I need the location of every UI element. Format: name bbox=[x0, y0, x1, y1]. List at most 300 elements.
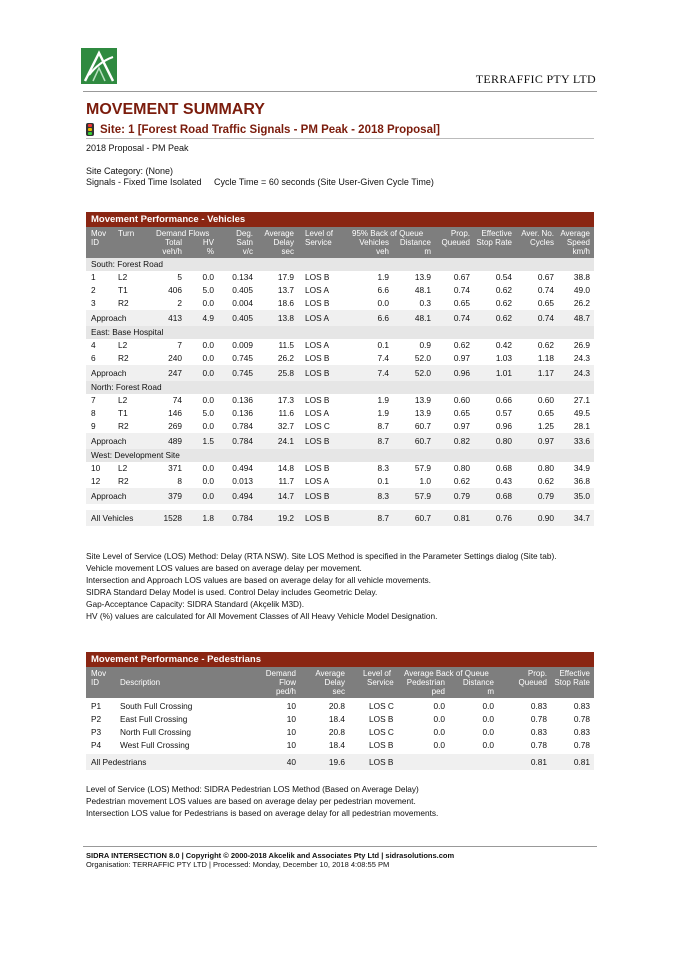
cell-prop-queued: 0.82 bbox=[453, 436, 470, 446]
cell-description: South Full Crossing bbox=[120, 701, 193, 711]
cell-cycles: 0.74 bbox=[537, 285, 554, 295]
col-prop: Prop. bbox=[450, 229, 470, 238]
table-row bbox=[86, 475, 594, 488]
cell-stop-rate: 0.78 bbox=[573, 740, 590, 750]
cell-los: LOS B bbox=[305, 298, 330, 308]
cell-queue-veh: 8.3 bbox=[377, 463, 389, 473]
cell-mov-id: 4 bbox=[91, 340, 96, 350]
cell-hv: 0.0 bbox=[202, 353, 214, 363]
cell-delay: 14.7 bbox=[277, 491, 294, 501]
cell-hv: 0.0 bbox=[202, 368, 214, 378]
table-row bbox=[86, 297, 594, 310]
cell-turn: R2 bbox=[118, 353, 129, 363]
col-turn: Turn bbox=[118, 229, 135, 238]
col-los2: Service bbox=[305, 238, 332, 247]
cell-mov-id: 1 bbox=[91, 272, 96, 282]
cell-los: LOS A bbox=[305, 285, 329, 295]
cell-queue-dist: 48.1 bbox=[414, 285, 431, 295]
cell-speed: 27.1 bbox=[573, 395, 590, 405]
cell-queue-veh: 7.4 bbox=[377, 368, 389, 378]
cell-total: 489 bbox=[168, 436, 182, 446]
cell-mov-id: 9 bbox=[91, 421, 96, 431]
col-total: Total bbox=[165, 238, 182, 247]
cell-los: LOS C bbox=[369, 727, 394, 737]
cell-queue-dist: 0.0 bbox=[482, 727, 494, 737]
table-row bbox=[86, 339, 594, 352]
cell-speed: 28.1 bbox=[573, 421, 590, 431]
cell-queue-veh: 0.1 bbox=[377, 340, 389, 350]
note-line: Intersection and Approach LOS values are based on average delay for all vehicle movements. bbox=[86, 575, 431, 585]
cell-speed: 35.0 bbox=[573, 491, 590, 501]
cell-prop-queued: 0.81 bbox=[453, 513, 470, 523]
cell-los: LOS B bbox=[305, 463, 330, 473]
cell-mov-id: 10 bbox=[91, 463, 101, 473]
cell-stop-rate: 0.54 bbox=[495, 272, 512, 282]
table-row bbox=[86, 394, 594, 407]
cell-deg-satn: 0.405 bbox=[232, 285, 253, 295]
cell-stop-rate: 1.01 bbox=[495, 368, 512, 378]
cell-speed: 26.2 bbox=[573, 298, 590, 308]
table-row bbox=[86, 271, 594, 284]
company-logo-icon bbox=[81, 48, 117, 84]
col-id: ID bbox=[91, 238, 99, 247]
cell-total: 2 bbox=[177, 298, 182, 308]
scenario-label: 2018 Proposal - PM Peak bbox=[86, 143, 189, 153]
cell-prop-queued: 0.74 bbox=[453, 285, 470, 295]
cell-queue-veh: 1.9 bbox=[377, 395, 389, 405]
cell-total: 413 bbox=[168, 313, 182, 323]
cell-total: 7 bbox=[177, 340, 182, 350]
col-hv-unit: % bbox=[206, 247, 214, 256]
cell-los: LOS B bbox=[369, 714, 394, 724]
approach-row bbox=[86, 488, 594, 504]
cell-delay: 18.6 bbox=[277, 298, 294, 308]
header-divider bbox=[83, 91, 597, 92]
col-cycles: Aver. No. bbox=[521, 229, 554, 238]
cell-queue-dist: 0.0 bbox=[482, 740, 494, 750]
col-demand: Demand Flows bbox=[156, 229, 210, 238]
cell-deg-satn: 0.134 bbox=[232, 272, 253, 282]
col-hv: HV bbox=[202, 238, 214, 247]
cell-queue-dist: 57.9 bbox=[414, 491, 431, 501]
footer-copyright: SIDRA INTERSECTION 8.0 | Copyright © 2000-2018 Akcelik and Associates Pty Ltd | sidrasolutions.com bbox=[86, 851, 455, 860]
cell-cycles: 0.80 bbox=[537, 463, 554, 473]
cell-demand: 10 bbox=[286, 727, 296, 737]
cell-los: LOS B bbox=[305, 368, 330, 378]
cell-prop-queued: 0.74 bbox=[453, 313, 470, 323]
col-satn: Satn bbox=[236, 238, 253, 247]
ped-col-eff2: Stop Rate bbox=[554, 678, 590, 687]
cell-demand: 40 bbox=[286, 757, 296, 767]
cell-queue-dist: 60.7 bbox=[414, 513, 431, 523]
cell-stop-rate: 0.57 bbox=[495, 408, 512, 418]
approach-group-header bbox=[86, 449, 594, 462]
cell-total: 240 bbox=[168, 353, 182, 363]
cell-stop-rate: 0.78 bbox=[573, 714, 590, 724]
table-row bbox=[86, 739, 594, 752]
cell-turn: R2 bbox=[118, 421, 129, 431]
cell-description: West Full Crossing bbox=[120, 740, 190, 750]
cell-stop-rate: 0.62 bbox=[495, 313, 512, 323]
table-row bbox=[86, 726, 594, 739]
cell-cycles: 0.65 bbox=[537, 408, 554, 418]
cell-prop-queued: 0.65 bbox=[453, 408, 470, 418]
note-line: Gap-Acceptance Capacity: SIDRA Standard (Akçelik M3D). bbox=[86, 599, 305, 609]
cell-demand: 10 bbox=[286, 714, 296, 724]
cell-queue-dist: 13.9 bbox=[414, 272, 431, 282]
cell-total: 371 bbox=[168, 463, 182, 473]
cell-hv: 5.0 bbox=[202, 408, 214, 418]
ped-col-delay: Average bbox=[315, 669, 345, 678]
cell-stop-rate: 0.96 bbox=[495, 421, 512, 431]
cell-stop-rate: 1.03 bbox=[495, 353, 512, 363]
all-pedestrians-row bbox=[86, 754, 594, 770]
cell-speed: 33.6 bbox=[573, 436, 590, 446]
ped-col-los2: Service bbox=[367, 678, 394, 687]
approach-group-header bbox=[86, 326, 594, 339]
approach-label: Approach bbox=[91, 436, 127, 446]
cell-total: 379 bbox=[168, 491, 182, 501]
cell-prop-queued: 0.81 bbox=[530, 757, 547, 767]
ped-col-dist-unit: m bbox=[487, 687, 494, 696]
cell-description: North Full Crossing bbox=[120, 727, 192, 737]
cell-cycles: 1.25 bbox=[537, 421, 554, 431]
cell-prop-queued: 0.78 bbox=[530, 740, 547, 750]
pedestrians-table-header bbox=[86, 667, 594, 698]
cell-prop-queued: 0.62 bbox=[453, 476, 470, 486]
cell-stop-rate: 0.62 bbox=[495, 298, 512, 308]
cell-cycles: 1.17 bbox=[537, 368, 554, 378]
col-queue: 95% Back of Queue bbox=[352, 229, 424, 238]
cell-los: LOS B bbox=[369, 757, 394, 767]
ped-col-prop2: Queued bbox=[518, 678, 547, 687]
cell-hv: 5.0 bbox=[202, 285, 214, 295]
cell-deg-satn: 0.494 bbox=[232, 491, 253, 501]
cell-delay: 11.7 bbox=[278, 476, 294, 486]
cell-delay: 18.4 bbox=[328, 740, 345, 750]
cell-delay: 18.4 bbox=[328, 714, 345, 724]
cell-total: 74 bbox=[172, 395, 182, 405]
cell-prop-queued: 0.97 bbox=[453, 421, 470, 431]
ped-col-flow: Flow bbox=[279, 678, 296, 687]
cell-hv: 0.0 bbox=[202, 340, 214, 350]
cell-queue-dist: 52.0 bbox=[414, 368, 431, 378]
cell-queue-ped: 0.0 bbox=[433, 701, 445, 711]
cell-delay: 20.8 bbox=[328, 727, 345, 737]
cell-queue-dist: 0.0 bbox=[482, 701, 494, 711]
cell-mov-id: P2 bbox=[91, 714, 102, 724]
approach-group-header bbox=[86, 258, 594, 271]
cell-demand: 10 bbox=[286, 740, 296, 750]
cell-total: 406 bbox=[168, 285, 182, 295]
cell-mov-id: 7 bbox=[91, 395, 96, 405]
cell-stop-rate: 0.83 bbox=[573, 701, 590, 711]
footer-organisation: Organisation: TERRAFFIC PTY LTD | Processed: Monday, December 10, 2018 4:08:55 PM bbox=[86, 860, 390, 869]
signals-info: Signals - Fixed Time Isolated Cycle Time = 60 seconds (Site User-Given Cycle Time) bbox=[86, 177, 434, 187]
col-prop2: Queued bbox=[441, 238, 470, 247]
cell-hv: 1.5 bbox=[202, 436, 214, 446]
cell-stop-rate: 0.62 bbox=[495, 285, 512, 295]
cell-turn: L2 bbox=[118, 395, 128, 405]
cell-mov-id: 12 bbox=[91, 476, 101, 486]
cell-los: LOS A bbox=[305, 408, 329, 418]
cell-delay: 14.8 bbox=[277, 463, 294, 473]
cell-turn: L2 bbox=[118, 340, 128, 350]
ped-col-delay-unit: sec bbox=[332, 687, 345, 696]
cell-delay: 20.8 bbox=[328, 701, 345, 711]
cell-total: 269 bbox=[168, 421, 182, 431]
cell-hv: 0.0 bbox=[202, 395, 214, 405]
cell-delay: 32.7 bbox=[277, 421, 294, 431]
approach-label: Approach bbox=[91, 313, 127, 323]
cell-deg-satn: 0.745 bbox=[232, 368, 253, 378]
col-total-unit: veh/h bbox=[162, 247, 182, 256]
cell-total: 247 bbox=[168, 368, 182, 378]
col-vehicles: Vehicles bbox=[359, 238, 389, 247]
cell-hv: 0.0 bbox=[202, 491, 214, 501]
cell-queue-dist: 0.0 bbox=[482, 714, 494, 724]
table-row bbox=[86, 700, 594, 713]
cell-los: LOS C bbox=[305, 421, 330, 431]
cell-queue-veh: 1.9 bbox=[377, 408, 389, 418]
note-line: Pedestrian movement LOS values are based on average delay per pedestrian movement. bbox=[86, 796, 416, 806]
cell-speed: 34.7 bbox=[573, 513, 590, 523]
cell-mov-id: P4 bbox=[91, 740, 102, 750]
note-line: Intersection LOS value for Pedestrians is based on average delay for all pedestrian movements. bbox=[86, 808, 439, 818]
page-title: MOVEMENT SUMMARY bbox=[86, 101, 265, 118]
cell-prop-queued: 0.60 bbox=[453, 395, 470, 405]
cell-delay: 19.6 bbox=[328, 757, 345, 767]
cell-stop-rate: 0.42 bbox=[495, 340, 512, 350]
cell-queue-dist: 60.7 bbox=[414, 436, 431, 446]
pedestrian-notes bbox=[86, 783, 438, 819]
approach-group-header bbox=[86, 381, 594, 394]
cell-mov-id: P1 bbox=[91, 701, 102, 711]
cell-queue-dist: 52.0 bbox=[414, 353, 431, 363]
cell-los: LOS B bbox=[305, 513, 330, 523]
cell-queue-dist: 1.0 bbox=[419, 476, 431, 486]
cell-prop-queued: 0.79 bbox=[453, 491, 470, 501]
cell-queue-veh: 6.6 bbox=[377, 285, 389, 295]
approach-row bbox=[86, 310, 594, 326]
cell-speed: 24.3 bbox=[573, 353, 590, 363]
cell-los: LOS B bbox=[369, 740, 394, 750]
ped-col-delay2: Delay bbox=[324, 678, 345, 687]
cell-delay: 24.1 bbox=[277, 436, 294, 446]
table-row bbox=[86, 284, 594, 297]
cell-queue-ped: 0.0 bbox=[433, 714, 445, 724]
col-vehicles-unit: veh bbox=[376, 247, 389, 256]
cell-prop-queued: 0.65 bbox=[453, 298, 470, 308]
cell-los: LOS B bbox=[305, 395, 330, 405]
table-row bbox=[86, 713, 594, 726]
cell-los: LOS B bbox=[305, 353, 330, 363]
ped-col-prop: Prop. bbox=[527, 669, 547, 678]
site-title: Site: 1 [Forest Road Traffic Signals - PM Peak - 2018 Proposal] bbox=[100, 123, 440, 136]
cell-queue-dist: 0.9 bbox=[419, 340, 431, 350]
cell-deg-satn: 0.745 bbox=[232, 353, 253, 363]
cell-hv: 1.8 bbox=[202, 513, 214, 523]
cell-mov-id: 8 bbox=[91, 408, 96, 418]
cell-hv: 0.0 bbox=[202, 272, 214, 282]
cell-delay: 11.5 bbox=[278, 340, 294, 350]
cell-turn: R2 bbox=[118, 476, 129, 486]
cell-cycles: 0.79 bbox=[537, 491, 554, 501]
cell-mov-id: 3 bbox=[91, 298, 96, 308]
col-speed2: Speed bbox=[566, 238, 590, 247]
cell-cycles: 0.62 bbox=[537, 476, 554, 486]
site-category: Site Category: (None) bbox=[86, 166, 174, 176]
cell-queue-dist: 48.1 bbox=[414, 313, 431, 323]
cell-los: LOS A bbox=[305, 340, 329, 350]
cell-stop-rate: 0.81 bbox=[573, 757, 590, 767]
cell-los: LOS A bbox=[305, 476, 329, 486]
ped-col-dist: Distance bbox=[462, 678, 494, 687]
cell-description: East Full Crossing bbox=[120, 714, 188, 724]
cell-cycles: 0.67 bbox=[537, 272, 554, 282]
ped-col-queue: Average Back of Queue bbox=[404, 669, 489, 678]
cell-deg-satn: 0.405 bbox=[232, 313, 253, 323]
cell-mov-id: P3 bbox=[91, 727, 102, 737]
note-line: SIDRA Standard Delay Model is used. Control Delay includes Geometric Delay. bbox=[86, 587, 378, 597]
cell-deg-satn: 0.013 bbox=[232, 476, 253, 486]
company-name: TERRAFFIC PTY LTD bbox=[475, 72, 596, 86]
cell-turn: L2 bbox=[118, 463, 128, 473]
cell-los: LOS B bbox=[305, 272, 330, 282]
col-mov: Mov bbox=[91, 229, 107, 238]
cell-delay: 13.7 bbox=[277, 285, 294, 295]
cell-queue-veh: 8.7 bbox=[377, 436, 389, 446]
table-row bbox=[86, 420, 594, 433]
cell-queue-dist: 57.9 bbox=[414, 463, 431, 473]
cell-deg-satn: 0.009 bbox=[232, 340, 253, 350]
ped-col-id: ID bbox=[91, 678, 99, 687]
cell-turn: T1 bbox=[118, 285, 128, 295]
cell-prop-queued: 0.97 bbox=[453, 353, 470, 363]
vehicle-notes bbox=[86, 550, 557, 622]
note-line: Level of Service (LOS) Method: SIDRA Pedestrian LOS Method (Based on Average Delay) bbox=[86, 784, 419, 794]
cell-speed: 38.8 bbox=[573, 272, 590, 282]
cell-delay: 17.3 bbox=[277, 395, 294, 405]
ped-col-ped-unit: ped bbox=[431, 687, 445, 696]
pedestrians-table-body bbox=[86, 698, 594, 770]
cell-queue-dist: 13.9 bbox=[414, 395, 431, 405]
col-deg: Deg. bbox=[236, 229, 253, 238]
all-pedestrians-label: All Pedestrians bbox=[91, 757, 147, 767]
note-line: Vehicle movement LOS values are based on average delay per movement. bbox=[86, 563, 362, 573]
all-vehicles-label: All Vehicles bbox=[91, 513, 134, 523]
cell-turn: L2 bbox=[118, 272, 128, 282]
cell-demand: 10 bbox=[286, 701, 296, 711]
cell-speed: 24.3 bbox=[573, 368, 590, 378]
ped-col-ped: Pedestrian bbox=[406, 678, 445, 687]
cell-deg-satn: 0.494 bbox=[232, 463, 253, 473]
cell-cycles: 0.90 bbox=[537, 513, 554, 523]
cell-queue-veh: 0.0 bbox=[377, 298, 389, 308]
cell-delay: 25.8 bbox=[277, 368, 294, 378]
cell-queue-dist: 60.7 bbox=[414, 421, 431, 431]
col-los: Level of bbox=[305, 229, 334, 238]
cell-prop-queued: 0.80 bbox=[453, 463, 470, 473]
table-row bbox=[86, 352, 594, 365]
cell-prop-queued: 0.78 bbox=[530, 714, 547, 724]
cell-los: LOS B bbox=[305, 491, 330, 501]
col-eff: Effective bbox=[481, 229, 512, 238]
cell-stop-rate: 0.68 bbox=[495, 463, 512, 473]
col-eff2: Stop Rate bbox=[476, 238, 512, 247]
cell-hv: 0.0 bbox=[202, 463, 214, 473]
note-line: HV (%) values are calculated for All Movement Classes of All Heavy Vehicle Model Designation. bbox=[86, 611, 438, 621]
cell-delay: 11.6 bbox=[278, 408, 294, 418]
cell-deg-satn: 0.136 bbox=[232, 408, 253, 418]
cell-stop-rate: 0.43 bbox=[495, 476, 512, 486]
cell-turn: T1 bbox=[118, 408, 128, 418]
col-delay2: Delay bbox=[273, 238, 294, 247]
cell-deg-satn: 0.784 bbox=[232, 436, 253, 446]
ped-col-mov: Mov bbox=[91, 669, 107, 678]
vehicles-table-header bbox=[86, 227, 594, 258]
cell-stop-rate: 0.68 bbox=[495, 491, 512, 501]
cell-stop-rate: 0.80 bbox=[495, 436, 512, 446]
approach-name: North: Forest Road bbox=[91, 382, 162, 392]
approach-name: East: Base Hospital bbox=[91, 327, 164, 337]
cell-delay: 26.2 bbox=[277, 353, 294, 363]
cell-mov-id: 2 bbox=[91, 285, 96, 295]
col-cycles2: Cycles bbox=[529, 238, 554, 247]
cell-delay: 17.9 bbox=[277, 272, 294, 282]
cell-prop-queued: 0.62 bbox=[453, 340, 470, 350]
approach-label: Approach bbox=[91, 368, 127, 378]
cell-los: LOS B bbox=[305, 436, 330, 446]
cell-stop-rate: 0.83 bbox=[573, 727, 590, 737]
cell-queue-ped: 0.0 bbox=[433, 740, 445, 750]
approach-row bbox=[86, 433, 594, 449]
ped-col-los: Level of bbox=[363, 669, 392, 678]
approach-name: West: Development Site bbox=[91, 450, 180, 460]
table-row bbox=[86, 462, 594, 475]
cell-los: LOS C bbox=[369, 701, 394, 711]
cell-queue-veh: 8.7 bbox=[377, 421, 389, 431]
cell-prop-queued: 0.96 bbox=[453, 368, 470, 378]
cell-deg-satn: 0.136 bbox=[232, 395, 253, 405]
cell-queue-dist: 13.9 bbox=[414, 408, 431, 418]
cell-queue-ped: 0.0 bbox=[433, 727, 445, 737]
footer-divider bbox=[83, 846, 597, 847]
cell-cycles: 1.18 bbox=[537, 353, 554, 363]
site-heading bbox=[86, 123, 594, 139]
cell-cycles: 0.74 bbox=[537, 313, 554, 323]
ped-col-desc: Description bbox=[120, 678, 161, 687]
col-distance-unit: m bbox=[424, 247, 431, 256]
col-delay: Average bbox=[264, 229, 294, 238]
approach-row bbox=[86, 365, 594, 381]
cell-queue-veh: 7.4 bbox=[377, 353, 389, 363]
cell-speed: 49.0 bbox=[573, 285, 590, 295]
ped-col-demand-unit: ped/h bbox=[275, 687, 296, 696]
cell-los: LOS A bbox=[305, 313, 329, 323]
cell-queue-veh: 1.9 bbox=[377, 272, 389, 282]
cell-cycles: 0.97 bbox=[537, 436, 554, 446]
cell-hv: 0.0 bbox=[202, 421, 214, 431]
traffic-signal-icon bbox=[86, 123, 94, 136]
cell-total: 146 bbox=[168, 408, 182, 418]
cell-deg-satn: 0.784 bbox=[232, 421, 253, 431]
cell-deg-satn: 0.784 bbox=[232, 513, 253, 523]
cell-cycles: 0.60 bbox=[537, 395, 554, 405]
vehicles-table-title: Movement Performance - Vehicles bbox=[86, 212, 594, 227]
cell-total: 8 bbox=[177, 476, 182, 486]
col-satn-unit: v/c bbox=[242, 247, 253, 256]
